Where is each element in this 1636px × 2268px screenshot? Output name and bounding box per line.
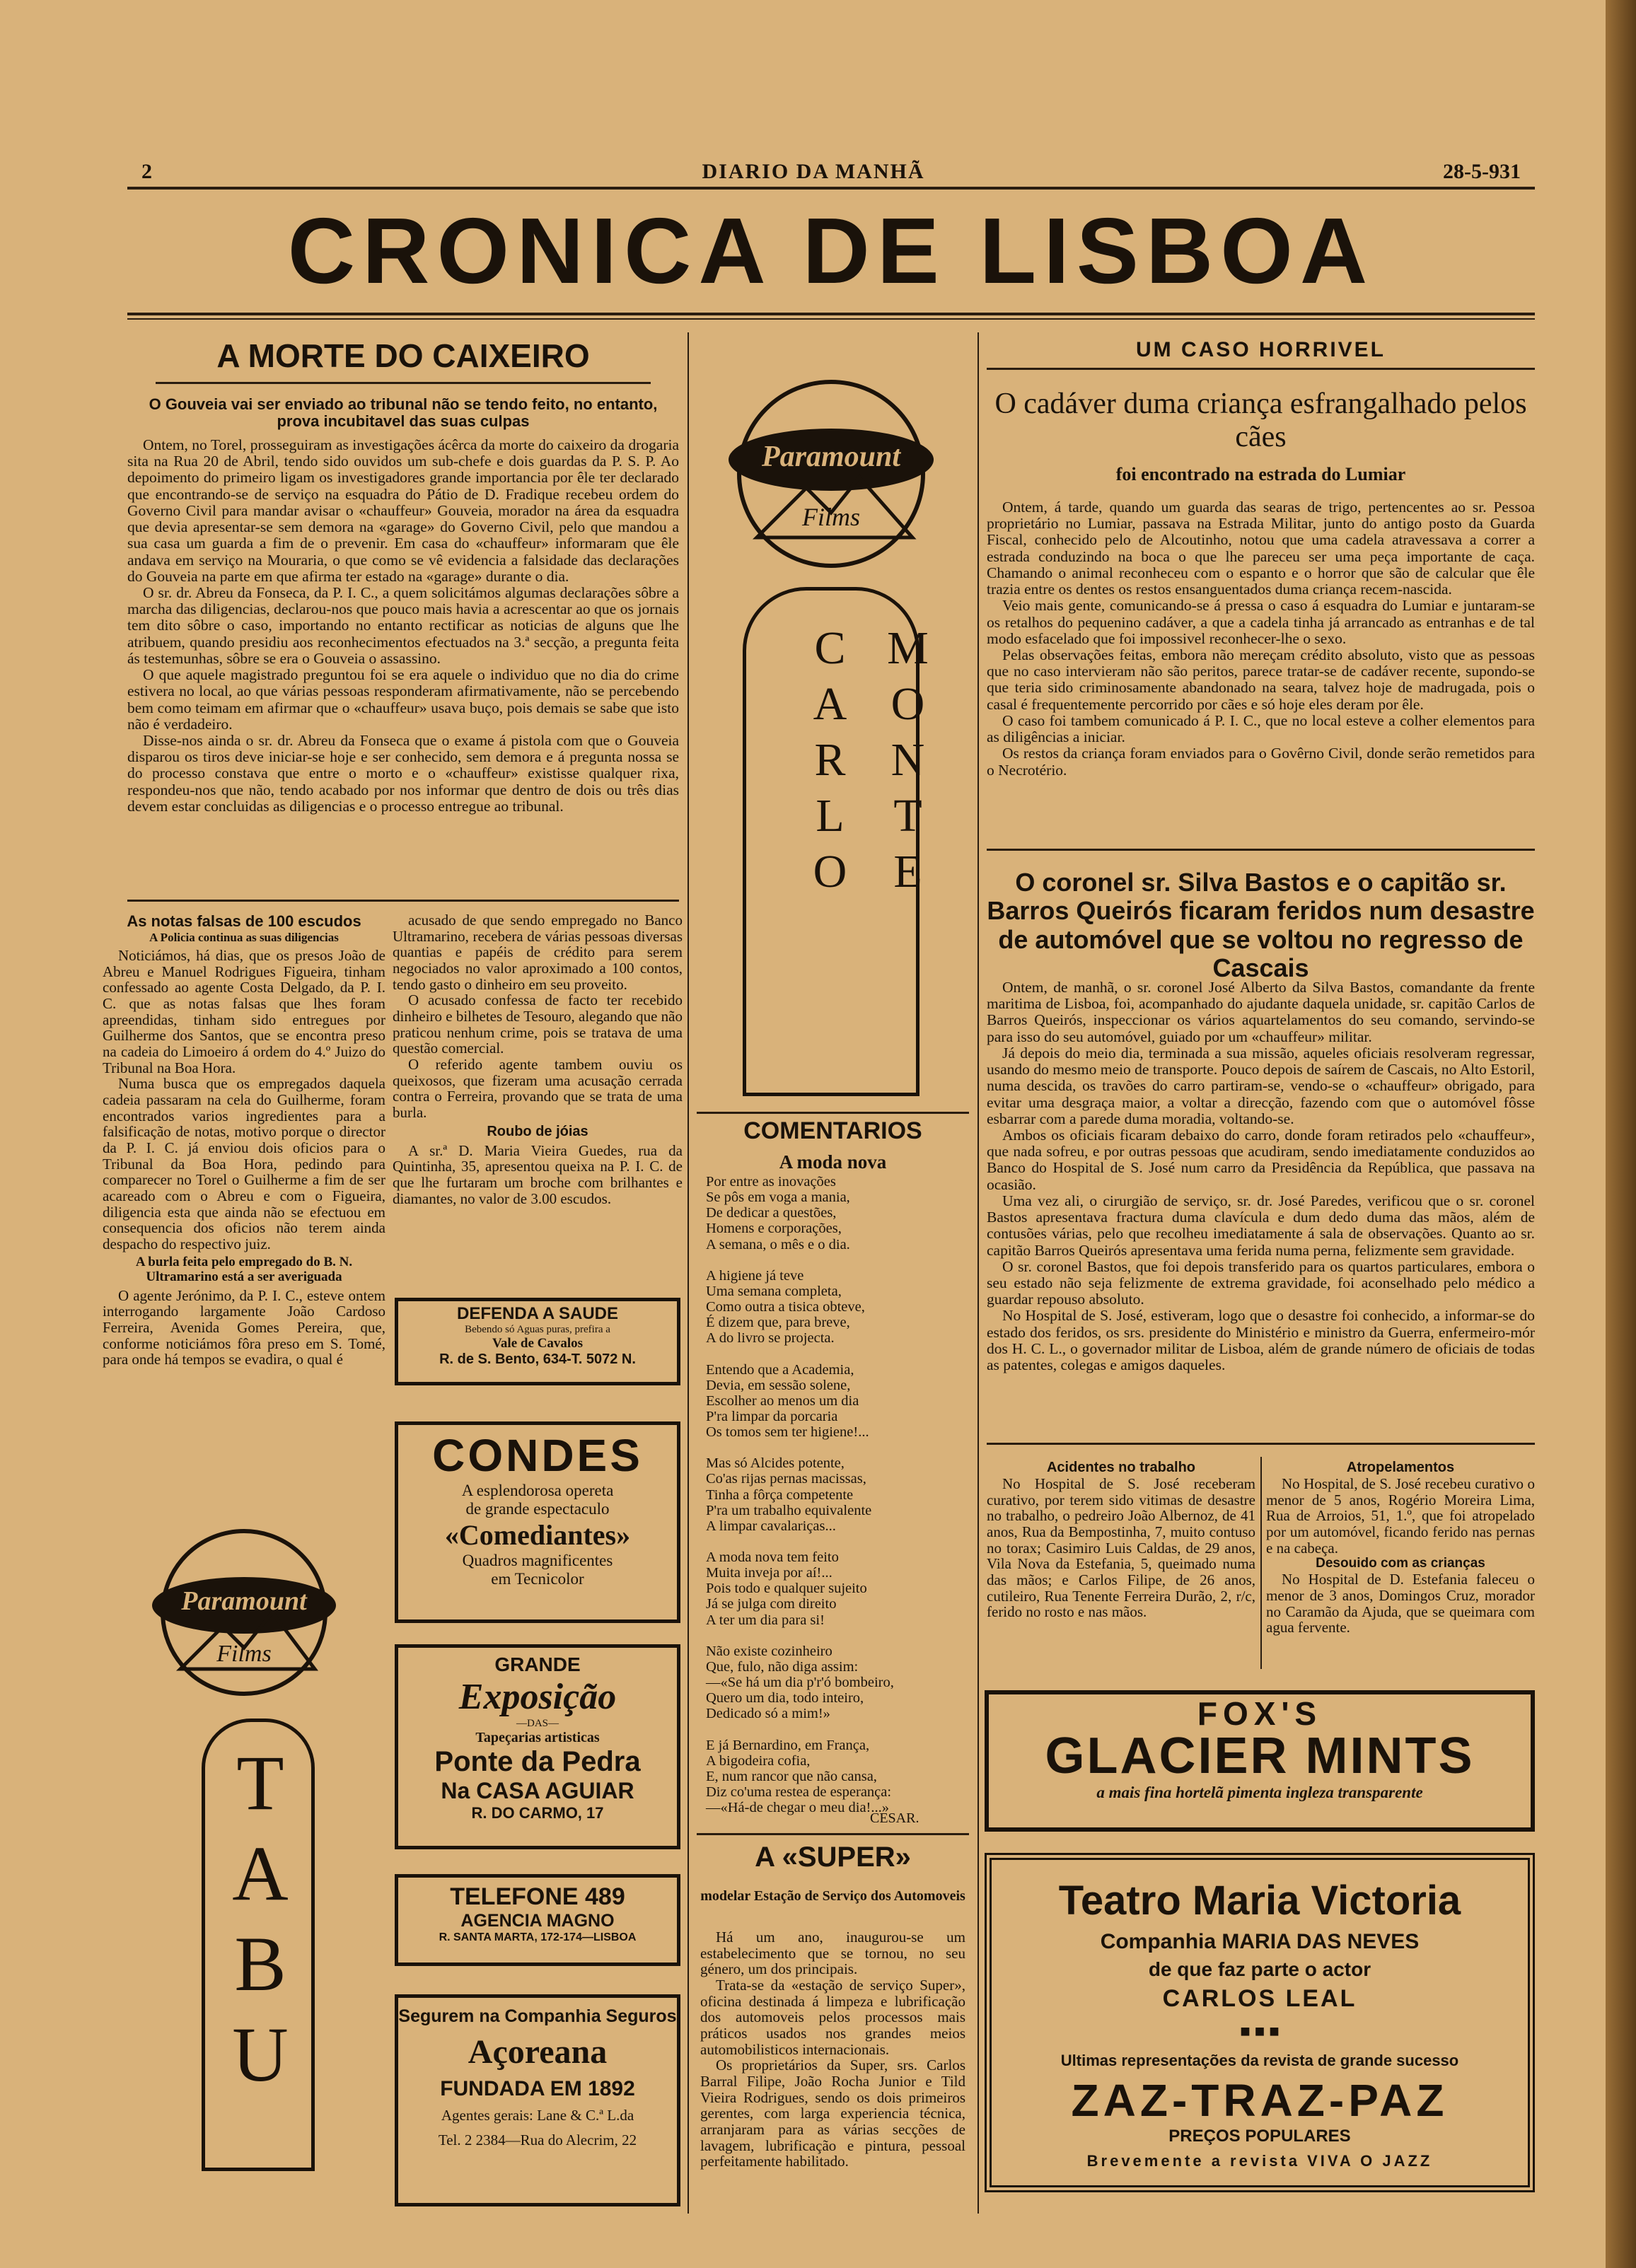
glacier-tagline: a mais fina hortelã pimenta ingleza transparente	[1096, 1783, 1423, 1801]
defenda-line: Vale de Cavalos	[492, 1336, 584, 1351]
notas-paragraph: O acusado confessa de facto ter recebido dinheiro e bilhetes de Tesouro, alegando que não praticou nenhum crime, pois se tratava de uma questão comercial.	[393, 991, 683, 1057]
condes-line: de grande espectaculo	[465, 1500, 610, 1518]
notas-paragraph: O referido agente tambem ouviu os queixosos, que fizeram uma acusação cerrada contra o Ferreira, provando que se trata de uma burla.	[393, 1056, 683, 1122]
poem-signature: CESAR.	[870, 1810, 919, 1826]
defenda-saude-ad	[395, 1298, 680, 1385]
caixeiro-paragraph: O sr. dr. Abreu da Fonseca, da P. I. C., a quem solicitámos algumas declarações sôbre a marcha das diligencias, declarou-nos que pouco mais havia a acrescentar ao que os jornais tem dito sôbre o caso, importando no entanto rectificar as noticias de alguns que lhe atribuem, quando presidiu aos reconhecimentos efectuados na 3.ª secção, a pregunta feita ás testemunhas, sôbre se era o Gouveia o assassino.	[127, 583, 679, 667]
notas-paragraph: acusado de que sendo empregado no Banco Ultramarino, recebera de várias pessoas diversas quantias e papéis de crédito para serem negociados no valor aproximado a 100 contos, tendo gasto o dinheiro em seu proveito.	[393, 912, 683, 993]
notas-column-b	[393, 912, 683, 1206]
page-number: 2	[141, 160, 152, 183]
seguros-line: Segurem na Companhia Seguros	[398, 2006, 677, 2026]
atropelamentos-title: Atropelamentos	[1346, 1460, 1455, 1475]
atropelamentos-subtitle: Desouido com as crianças	[1316, 1556, 1485, 1571]
section-rule	[987, 1443, 1535, 1445]
notas-paragraph: O agente Jerónimo, da P. I. C., esteve ontem interrogando largamente João Cardoso Ferreira, Avenida Gomes Pereira, que, conforme noticiámos fôra preso em S. Tomé, para onde há tempos se evadira, o qual é	[103, 1286, 385, 1368]
super-title: A «SUPER»	[755, 1842, 911, 1873]
section-rule	[697, 1112, 969, 1114]
expo-address: R. DO CARMO, 17	[471, 1804, 604, 1822]
horrivel-body	[987, 499, 1535, 779]
atropelamentos-block	[1266, 1460, 1535, 1636]
horrivel-paragraph: Os restos da criança foram enviados para o Govêrno Civil, donde serão remetidos para o Necrotério.	[987, 745, 1535, 779]
column-divider	[977, 332, 979, 2214]
glacier-title: GLACIER MINTS	[1045, 1728, 1475, 1784]
super-paragraph: Trata-se da «estação de serviço Super», oficina destinada á limpeza e lubrificação dos automoveis pelos processos mais práticos usados nos grandes meios automobilisticos internacionais.	[700, 1977, 965, 2058]
seguros-line: Agentes gerais: Lane & C.ª L.da	[441, 2107, 634, 2124]
super-paragraph: Há um ano, inaugurou-se um estabelecimento que se tornou, no seu género, um dos principais.	[700, 1929, 965, 1978]
seguros-address: Tel. 2 2384—Rua do Alecrim, 22	[438, 2132, 637, 2148]
glacier-mints-ad	[985, 1690, 1535, 1832]
atropelamentos-paragraph: No Hospital, de S. José recebeu curativo o menor de 5 anos, Rogério Moreira Lima, Rua de Arroios, 51, 1.º, que foi atropelado por um automóvel, ficando ferido nas pernas e na cabeça.	[1266, 1475, 1535, 1557]
coronel-paragraph: Ambos os oficiais ficaram debaixo do carro, donde foram retirados pelo «chauffeur», que nada sofreu, e por outras pessoas que acudiram, sendo imediatamente conduzidos ao Banco do Hospital de S. José num carro da Presidência da República, que passava na ocasião.	[987, 1126, 1535, 1193]
horrivel-paragraph: Pelas observações feitas, embora não mereçam crédito absoluto, visto que as pessoas que no caso intervieram não são peritos, parece tratar-se de cadáver recente, supondo-se que teria sido criminosamente abandonado na seara, talvez hoje de madrugada, pois o casal é frequentemente percorrido por cães e só hoje eles deram por êle.	[987, 646, 1535, 713]
defenda-title: DEFENDA A SAUDE	[456, 1304, 618, 1323]
seguros-title: Açoreana	[468, 2033, 608, 2071]
super-subtitle: modelar Estação de Serviço dos Automoveis	[700, 1888, 965, 1904]
expo-line: Tapeçarias artisticas	[475, 1730, 600, 1745]
glacier-brand: FOX'S	[1197, 1695, 1323, 1732]
condes-line: A esplendorosa opereta	[461, 1482, 614, 1499]
masthead-rule	[127, 313, 1535, 315]
teatro-title: Teatro Maria Victoria	[1058, 1878, 1461, 1924]
teatro-line: de que faz parte o actor	[1148, 1958, 1371, 1980]
section-rule	[987, 849, 1535, 851]
acidentes-block	[987, 1460, 1255, 1620]
issue-date: 28-5-931	[1443, 160, 1521, 183]
caixeiro-paragraph: Disse-nos ainda o sr. dr. Abreu da Fonseca que o exame á pistola com que o Gouveia disparou os tiros deve iniciar-se hoje e ser conhecido, sem demora e á pregunta nossa se do processo constava que entre o morto e o «chauffeur» existisse qualquer rixa, respondeu-nos que não, tendo acabado por nos informar que dentro de dois ou três dias devem estar concluidas as diligencias e o processo entregue ao tribunal.	[127, 731, 679, 815]
expo-line: Na CASA AGUIAR	[441, 1778, 634, 1803]
section-rule	[127, 900, 679, 902]
horrivel-kicker: UM CASO HORRIVEL	[1135, 338, 1386, 361]
caixeiro-paragraph: O que aquele magistrado preguntou foi se era aquele o individuo que no dia do crime estivera no local, ao que várias pessoas responderam afirmativamente, não se percebendo bem como teimam em afirmar que o «chauffeur» usava buço, pois demais se sabe que isto não é verdadeiro.	[127, 666, 679, 733]
teatro-line: PREÇOS POPULARES	[1168, 2127, 1351, 2146]
condes-line: em Tecnicolor	[491, 1570, 584, 1588]
paramount-monte-carlo-ad	[707, 361, 955, 1110]
paper-name: DIARIO DA MANHÃ	[702, 160, 925, 183]
teatro-line: Companhia MARIA DAS NEVES	[1100, 1930, 1420, 1953]
column-divider	[688, 332, 689, 2214]
paramount-films: Films	[216, 1641, 272, 1667]
notas-paragraph: Noticiámos, há dias, que os presos João de Abreu e Manuel Rodrigues Figueira, tinham confessado ao agente Costa Delgado, da P. I. C. que as notas falsas que lhes foram apreendidas, tinham sido entregues por Guilherme dos Santos, que se encontra preso na cadeia do Limoeiro á ordem do 4.º Juizo do Tribunal na Boa Hora.	[103, 947, 385, 1076]
defenda-address: R. de S. Bento, 634-T. 5072 N.	[439, 1351, 636, 1367]
horrivel-subtitle: foi encontrado na estrada do Lumiar	[1115, 464, 1406, 484]
defenda-line: Bebendo só Aguas puras, prefira a	[465, 1324, 610, 1335]
caixeiro-title: A MORTE DO CAIXEIRO	[216, 337, 590, 374]
atropelamentos-paragraph: No Hospital de D. Estefania faleceu o menor de 3 anos, Domingos Cruz, morador no Caramão da Ajuda, que se queimara com agua fervente.	[1266, 1571, 1535, 1636]
horrivel-paragraph: Ontem, á tarde, quando um guarda das searas de trigo, pertencentes ao sr. Pessoa proprietário no Lumiar, passava na Estrada Militar, junto do antigo posto da Guarda Fiscal, conhecido pelo de Alcoutinho, notou que uma cadela atravessava a correr a estrada conduzindo na boca o que lhe pareceu ser uma peça importante de caça. Chamando o animal reconheceu com o espanto e o horror que são de calcular que êle trazia entre os dentes os restos ensanguentados duma criança recem-nascida.	[987, 499, 1535, 598]
monte-carlo-title: MONTE CARLO	[804, 622, 934, 902]
caixeiro-title-rule	[156, 382, 651, 384]
caixeiro-body	[127, 437, 679, 815]
page-edge	[1606, 0, 1636, 2268]
paramount-films: Films	[801, 503, 860, 531]
column-divider	[1260, 1457, 1262, 1669]
notas-paragraph: Numa busca que os empregados daquela cadeia passaram na cela do Guilherme, foram encontrados varios ingredientes para a falsificação de notas, motivo porque o director da P. I. C. já enviou dois oficios para o Tribunal da Boa Hora, pedindo para comparecer no Torel o Guilherme a fim de ser acareado com o Abreu e com o Figueira, diligencia esta que ainda não se efectuou em consequencia dos oficios não terem ainda despacho do respectivo juiz.	[103, 1075, 385, 1253]
notas-title: As notas falsas de 100 escudos	[127, 912, 361, 930]
coronel-paragraph: Já depois do meio dia, terminada a sua missão, aqueles oficiais resolveram regressar, usando do mesmo meio de transporte. Pouco depois de saírem de Cascais, no Alto Estoril, numa descida, os travões do carro partiram-se, vendo-se o «chauffeur» obrigado, para evitar uma desgraça maior, a voltar a direcção, fazendo com que o automóvel fôsse esbarrar com a parede duma moradia, voltando-se.	[987, 1044, 1535, 1127]
coronel-paragraph: Uma vez ali, o cirurgião de serviço, sr. dr. José Paredes, verificou que o sr. coronel Bastos apresentava fractura duma clavícula e dum dedo duma das mãos, além de contusões várias, pelo que recolheu imediatamente á sala de observações. Quanto ao sr. capitão Barros Queirós apresentava uma ferida numa perna, felizmente sem gravidade.	[987, 1192, 1535, 1259]
teatro-ad	[985, 1853, 1535, 2192]
telefone-address: R. SANTA MARTA, 172-174—LISBOA	[439, 1931, 637, 1943]
coronel-paragraph: Ontem, de manhã, o sr. coronel José Alberto da Silva Bastos, comandante da frente maritima de Lisboa, foi, acompanhado do ajudante daquela unidade, sr. capitão Carlos de Barros Queirós, inspeccionar os vários aquartelamentos do seu comando, servindo-se para isso do seu automóvel, guiado por um «chauffeur» militar.	[987, 979, 1535, 1045]
paramount-wordmark: Paramount	[761, 441, 901, 473]
caixeiro-paragraph: Ontem, no Torel, prosseguiram as investigações ácêrca da morte do caixeiro da drogaria sita na Rua 20 de Abril, tendo sido ouvidos um sub-chefe e dois guardas da P. S. P. Ao depoimento do primeiro ligam os investigadores grande importancia por êle ter declarado que encontrando-se de serviço na esquadra do Pátio de D. Fradique recebeu ordem do Governo Civil para mandar avisar o «chauffeur» Gouveia, morador na área da esquadra que devia apresentar-se sem demora na «garage» do Governo Civil, pelo que mandou a sua casa um guarda a fim de o prevenir. Em casa do «chauffeur» informaram que êle andava em serviço na Mouraria, o que como se vê evidencia a falsidade das declarações do Gouveia na parte em que afirma ter estado na «garage» durante o dia.	[127, 436, 679, 585]
teatro-actor: CARLOS LEAL	[1162, 1985, 1357, 2012]
condes-line: Quadros magnificentes	[462, 1552, 613, 1569]
paramount-tabu-ad	[138, 1506, 350, 2185]
super-paragraph: Os proprietários da Super, srs. Carlos Barral Filipe, João Rocha Junior e Tild Vieira Rodrigues, sendo os dois primeiros gerentes, com larga experiencia técnica, arranjaram para as várias secções de lavagem, lubrificação e pintura, pessoal perfeitamente habilitado.	[700, 2057, 965, 2170]
condes-ad	[395, 1421, 680, 1623]
coronel-body	[987, 979, 1535, 1373]
paramount-wordmark: Paramount	[181, 1586, 307, 1616]
expo-title: Exposição	[458, 1677, 617, 1717]
teatro-line: Ultimas representações da revista de grande sucesso	[1060, 2052, 1459, 2069]
expo-line: —DAS—	[516, 1718, 559, 1729]
exposicao-ad	[395, 1644, 680, 1849]
telefone-line: AGENCIA MAGNO	[460, 1911, 615, 1931]
coronel-paragraph: No Hospital de S. José, estiveram, logo que o desastre foi conhecido, a informar-se do estado dos feridos, os srs. presidente do Ministério e ministro da Guerra, enfermeiro-mór dos H. C. L., o governador militar de Lisboa, além de grande número de oficiais de todas as patentes, colegas e amigos daqueles.	[987, 1307, 1535, 1374]
teatro-show: ZAZ-TRAZ-PAZ	[1071, 2075, 1449, 2126]
expo-line: GRANDE	[494, 1653, 581, 1675]
teatro-separator: ■ ■ ■	[1240, 2023, 1280, 2041]
notas-subtitle: A Policia continua as suas diligencias	[149, 931, 339, 944]
caixeiro-subtitle: O Gouveia vai ser enviado ao tribunal não se tendo feito, no entanto, prova incubitavel das suas culpas	[149, 395, 658, 431]
expo-line: Ponte da Pedra	[434, 1746, 641, 1777]
comentarios-title: COMENTARIOS	[743, 1117, 922, 1144]
horrivel-paragraph: O caso foi tambem comunicado á P. I. C., que no local esteve a colher elementos para as diligências a iniciar.	[987, 711, 1535, 746]
horrivel-title: O cadáver duma criança esfrangalhado pelos cães	[994, 388, 1527, 454]
acidentes-title: Acidentes no trabalho	[1046, 1460, 1196, 1475]
paramount-logo-icon	[707, 361, 955, 587]
masthead-title: CRONICA DE LISBOA	[287, 199, 1375, 303]
telefone-line: TELEFONE 489	[450, 1883, 625, 1910]
condes-title: CONDES	[432, 1430, 643, 1481]
header-rule	[127, 187, 1535, 190]
acidentes-paragraph: No Hospital de S. José receberam curativo, por terem sido vitimas de desastre no trabalho, o pedreiro João Albernoz, de 41 anos, Rua da Bempostinha, 7, muito contuso no torax; Casimiro Luis Caldas, de 29 anos, Vila Nova da Estefania, 5, queimado numa das mãos; e Carlos Filipe, de 26 anos, cutileiro, Rua Tenente Ferreira Durão, 2, r/c, ferido no rosto e nas mãos.	[987, 1475, 1255, 1621]
poem-title: A moda nova	[779, 1151, 887, 1173]
super-body	[700, 1929, 965, 2170]
telefone-ad	[395, 1874, 680, 1966]
notas-column-a	[103, 912, 385, 1368]
seguros-ad	[395, 1994, 680, 2206]
burla-subtitle: A burla feita pelo empregado do B. N. Ultramarino está a ser averiguada	[135, 1254, 353, 1284]
section-rule	[697, 1833, 969, 1835]
condes-show: «Comediantes»	[444, 1519, 631, 1551]
tabu-title: TABU	[217, 1740, 303, 2102]
horrivel-paragraph: Veio mais gente, comunicando-se á pressa o caso á esquadra do Lumiar e juntaram-se os retalhos do pequenino cadáver, a que a cadela tinha já arrancado as entranhas e de tal modo esfacelado que foi impossivel reconhecer-lhe o sexo.	[987, 597, 1535, 647]
seguros-line: FUNDADA EM 1892	[440, 2077, 635, 2100]
roubo-title: Roubo de jóias	[487, 1123, 588, 1139]
coronel-title: O coronel sr. Silva Bastos e o capitão sr. Barros Queirós ficaram feridos num desastre de automóvel que se voltou no regresso de Cascais	[987, 868, 1535, 982]
masthead-rule-thin	[127, 318, 1535, 320]
section-rule	[987, 368, 1535, 370]
teatro-line: Brevemente a revista VIVA O JAZZ	[1086, 2152, 1433, 2170]
roubo-paragraph: A sr.ª D. Maria Vieira Guedes, rua da Quintinha, 35, apresentou queixa na P. I. C. de que lhe furtaram um broche com brilhantes e diamantes, no valor de 3.00 escudos.	[393, 1141, 683, 1207]
poem-text: Por entre as inovações Se pôs em voga a mania, De dedicar a questões, Homens e corporações, A semana, o mês e o dia. A higiene já teve Uma semana completa, Como outra a tisica obteve, É dizem que, para breve, A do livro se projecta. Entendo que a Academia, Devia, em sessão solene, Escolher ao menos um dia P'ra limpar da porcaria Os tomos sem ter higiene!... Mas só Alcides potente, Co'as rijas pernas macissas, Tinha a fôrça competente P'ra um trabalho equivalente A limpar cavalariças... A moda nova tem feito Muita inveja por aí!... Pois todo e qualquer sujeito Já se julga com direito A ter um dia para si! Não existe cozinheiro Que, fulo, não diga assim: —«Se há um dia p'r'ó bombeiro, Quero um dia, todo inteiro, Dedicado só a mim!» E já Bernardino, em França, A bigodeira cofia, E, num rancor que não cansa, Diz co'uma restea de esperança: —«Há-de chegar o meu dia!...»	[706, 1174, 894, 1815]
coronel-paragraph: O sr. coronel Bastos, que foi depois transferido para os quartos particulares, embora o seu estado não seja felizmente de extrema gravidade, foi aconselhado pelo médico a guardar repouso absoluto.	[987, 1257, 1535, 1308]
